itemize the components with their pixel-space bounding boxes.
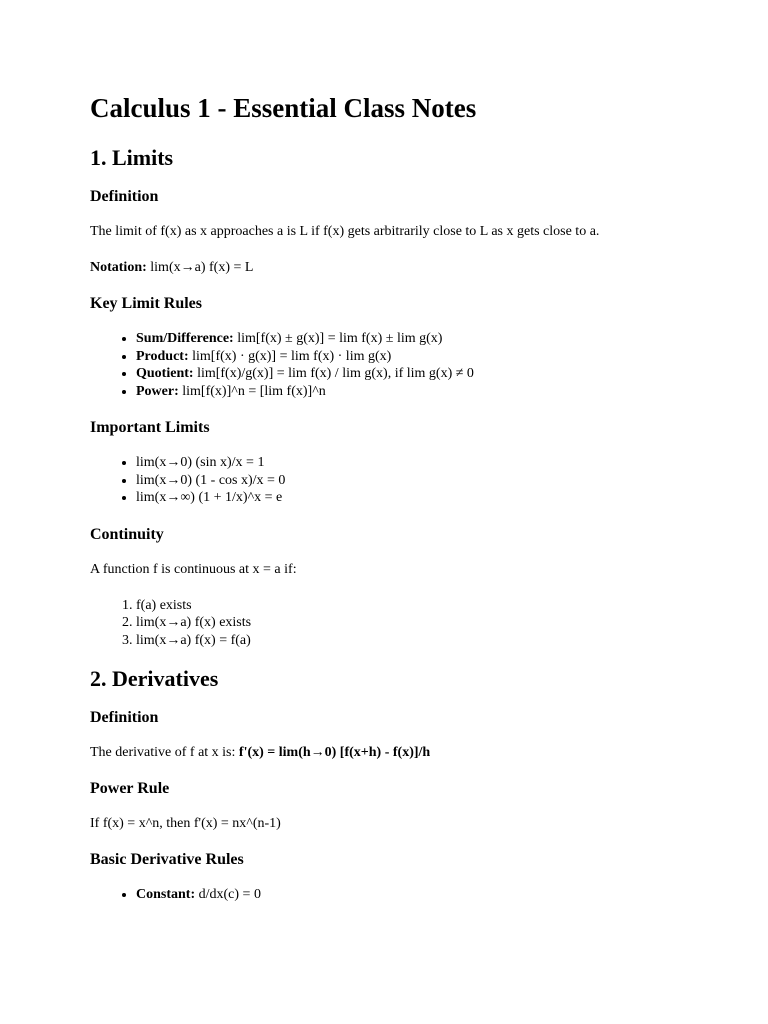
basic-derivative-rules-list bbox=[90, 886, 690, 904]
limit-notation bbox=[90, 259, 690, 277]
important-limits-list bbox=[90, 454, 690, 507]
rule-label: Power: bbox=[136, 383, 179, 399]
list-item: • lim(x→∞) (1 + 1/x)^x = e bbox=[136, 489, 690, 507]
subheading-continuity: Continuity bbox=[90, 525, 164, 543]
rule-label: Sum/Difference: bbox=[136, 331, 234, 346]
subheading-limit-definition: Definition bbox=[90, 188, 159, 205]
list-item: • lim(x→0) (1 - cos x)/x = 0 bbox=[136, 472, 690, 490]
subheading-basic-derivative-rules: Basic Derivative Rules bbox=[90, 851, 244, 868]
rule-text: lim[f(x)/g(x)] = lim f(x) / lim g(x), if lim g(x) ≠ 0 bbox=[193, 366, 474, 381]
list-item bbox=[136, 383, 690, 401]
list-item: 1. f(a) exists bbox=[136, 597, 690, 615]
key-limit-rules-list bbox=[90, 330, 690, 400]
list-item bbox=[136, 365, 690, 383]
list-item: • lim(x→0) (sin x)/x = 1 bbox=[136, 454, 690, 472]
derivative-definition-text bbox=[90, 744, 690, 762]
list-item: 3. lim(x→a) f(x) = f(a) bbox=[136, 632, 690, 650]
derivative-formula: f'(x) = lim(h→0) [f(x+h) - f(x)]/h bbox=[238, 745, 431, 760]
section-heading-derivatives: 2. Derivatives bbox=[90, 666, 219, 691]
rule-label: Product: bbox=[136, 348, 189, 364]
continuity-conditions-list bbox=[90, 597, 690, 650]
notes-document bbox=[90, 92, 690, 904]
rule-label: Quotient: bbox=[136, 366, 194, 381]
notation-value: lim(x→a) f(x) = L bbox=[146, 260, 254, 275]
page-title: Calculus 1 - Essential Class Notes bbox=[90, 93, 477, 123]
rule-text: lim[f(x) ± g(x)] = lim f(x) ± lim g(x) bbox=[233, 331, 443, 346]
rule-text: lim[f(x) · g(x)] = lim f(x) · lim g(x) bbox=[188, 348, 392, 364]
rule-text: lim[f(x)]^n = [lim f(x)]^n bbox=[178, 383, 326, 399]
continuity-intro: A function f is continuous at x = a if: bbox=[90, 561, 297, 577]
subheading-key-limit-rules: Key Limit Rules bbox=[90, 295, 202, 312]
rule-label: Constant: bbox=[136, 887, 196, 902]
list-item bbox=[136, 348, 690, 366]
rule-text: d/dx(c) = 0 bbox=[195, 887, 261, 902]
power-rule-text: If f(x) = x^n, then f'(x) = nx^(n-1) bbox=[90, 816, 281, 831]
subheading-power-rule: Power Rule bbox=[90, 780, 170, 797]
derivative-definition-lead: The derivative of f at x is: bbox=[90, 745, 239, 760]
notation-label: Notation: bbox=[90, 260, 147, 275]
subheading-derivative-definition: Definition bbox=[90, 709, 159, 726]
list-item: 2. lim(x→a) f(x) exists bbox=[136, 614, 690, 632]
list-item bbox=[136, 330, 690, 348]
list-item bbox=[136, 886, 690, 904]
subheading-important-limits: Important Limits bbox=[90, 419, 210, 436]
section-heading-limits: 1. Limits bbox=[90, 145, 174, 170]
limit-definition-text: The limit of f(x) as x approaches a is L if f(x) gets arbitrarily close to L as x gets close to a. bbox=[90, 224, 600, 239]
